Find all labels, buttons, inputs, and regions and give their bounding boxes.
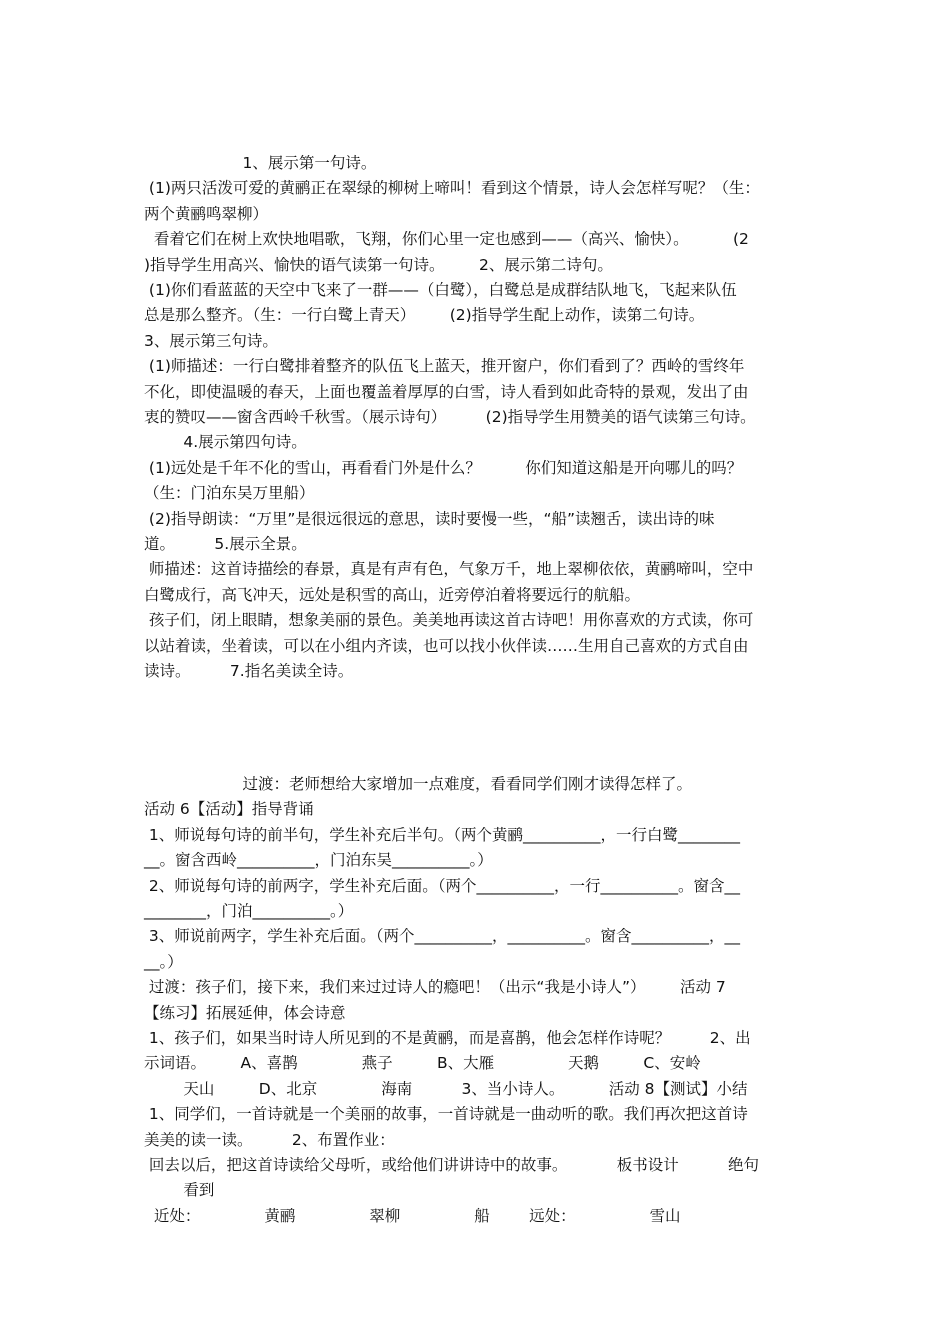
text-line: 孩子们，闭上眼睛，想象美丽的景色。美美地再读这首古诗吧！用你喜欢的方式读，你可: [144, 611, 754, 630]
text-line: 美美的读一读。 2、布置作业：: [144, 1130, 395, 1149]
text-line: 过渡：孩子们，接下来，我们来过过诗人的瘾吧！（出示“我是小诗人”） 活动 7: [144, 978, 726, 997]
text-line: __。窗含西岭__________，门泊东吴__________。）: [144, 851, 493, 870]
text-line: 2、师说每句诗的前两字，学生补充后面。（两个__________，一行__________。窗含__: [144, 876, 741, 895]
text-line: 过渡：老师想给大家增加一点难度，看看同学们刚才读得怎样了。: [144, 775, 693, 793]
text-line: 总是那么整齐。（生：一行白鹭上青天） (2)指导学生配上动作，读第二句诗。: [144, 306, 705, 325]
text-line: 两个黄鹂鸣翠柳）: [144, 204, 269, 223]
text-line: 读诗。 7.指名美读全诗。: [144, 662, 354, 680]
text-line: 天山 D、北京 海南 3、当小诗人。 活动 8【测试】小结: [144, 1079, 748, 1098]
text-line: 【练习】拓展延伸，体会诗意: [144, 1003, 346, 1022]
text-line: 1、师说每句诗的前半句，学生补充后半句。（两个黄鹂__________，一行白鹭________: [144, 825, 741, 844]
text-line: 以站着读，坐着读，可以在小组内齐读，也可以找小伙伴读……生用自己喜欢的方式自由: [144, 636, 749, 655]
text-line: 3、师说前两字，学生补充后面。（两个__________，__________。窗含__________，__: [144, 927, 741, 946]
text-line: 衷的赞叹——窗含西岭千秋雪。（展示诗句） (2)指导学生用赞美的语气读第三句诗。: [144, 408, 756, 426]
text-line: (1)远处是千年不化的雪山，再看看门外是什么？ 你们知道这船是开向哪儿的吗？: [144, 458, 743, 477]
text-line: 看着它们在树上欢快地唱歌，飞翔，你们心里一定也感到——（高兴、愉快）。 (2: [144, 230, 749, 249]
text-line: )指导学生用高兴、愉快的语气读第一句诗。 2、展示第二诗句。: [144, 255, 613, 274]
text-line: 1、展示第一句诗。: [144, 154, 377, 172]
text-line: (1)师描述：一行白鹭排着整齐的队伍飞上蓝天，推开窗户，你们看到了？西岭的雪终年: [144, 357, 745, 376]
text-line: 近处： 黄鹂 翠柳 船 远处： 雪山: [144, 1206, 681, 1225]
text-line: 4.展示第四句诗。: [144, 433, 307, 452]
text-line: 师描述：这首诗描绘的春景，真是有声有色，气象万千，地上翠柳依依，黄鹂啼叫，空中: [144, 560, 754, 579]
text-line: (2)指导朗读：“万里”是很远很远的意思，读时要慢一些，“船”读翘舌，读出诗的味: [144, 509, 715, 528]
text-line: 回去以后，把这首诗读给父母听，或给他们讲讲诗中的故事。 板书设计 绝句: [144, 1156, 759, 1174]
text-line: 3、展示第三句诗。: [144, 331, 278, 350]
text-line: 示词语。 A、喜鹊 燕子 B、大雁 天鹅 C、安岭: [144, 1054, 701, 1073]
text-line: （生：门泊东吴万里船）: [144, 484, 315, 503]
text-line: (1)两只活泼可爱的黄鹂正在翠绿的柳树上啼叫！看到这个情景，诗人会怎样写呢？（生：: [144, 179, 760, 198]
text-line: __。）: [144, 952, 183, 971]
text-line: ________，门泊__________。）: [144, 902, 354, 920]
text-line: 不化，即使温暖的春天，上面也覆盖着厚厚的白雪，诗人看到如此奇特的景观，发出了由: [144, 382, 749, 401]
text-line: 1、同学们，一首诗就是一个美丽的故事，一首诗就是一曲动听的歌。我们再次把这首诗: [144, 1105, 748, 1124]
text-line: 看到: [144, 1181, 215, 1200]
text-line: (1)你们看蓝蓝的天空中飞来了一群——（白鹭），白鹭总是成群结队地飞，飞起来队伍: [144, 281, 737, 299]
text-line: 活动 6【活动】指导背诵: [144, 800, 314, 819]
text-line: 1、孩子们，如果当时诗人所见到的不是黄鹂，而是喜鹊，他会怎样作诗呢？ 2、出: [144, 1029, 751, 1047]
text-line: 道。 5.展示全景。: [144, 535, 307, 553]
text-line: 白鹭成行，高飞冲天，远处是积雪的高山，近旁停泊着将要远行的航船。: [144, 585, 641, 604]
